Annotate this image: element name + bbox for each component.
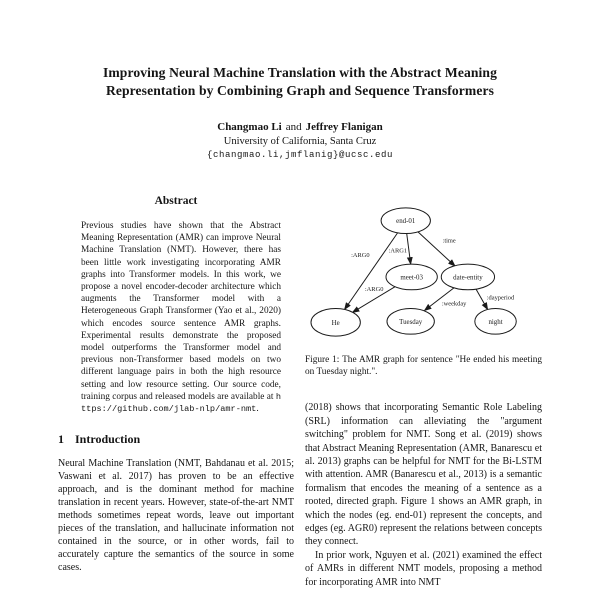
right-column-paragraph-2: In prior work, Nguyen et al. (2021) examined the effect of AMRs in different NMT models, proposing a method for incorporating AMR into NMT	[305, 549, 542, 588]
figure-1	[305, 197, 542, 378]
figure-1-caption: Figure 1: The AMR graph for sentence "He ended his meeting on Tuesday night.".	[305, 355, 542, 378]
graph-edge-end01-meet03	[407, 234, 411, 265]
email-line: {changmao.li,jmflanig}@ucsc.edu	[206, 150, 394, 160]
node-label-dateentity: date-entity	[453, 274, 483, 282]
left-column	[58, 195, 294, 589]
node-label-tuesday: Tuesday	[399, 318, 423, 326]
introduction-paragraph: Neural Machine Translation (NMT, Bahdanau et al. 2015; Vaswani et al. 2017) has proven to be an effective approach, and is the dominant method for machine translation in recent years. However, state-of-the-art NMT methods sometimes repeat words, leave out important pieces of the translation, and hallucinate information not contained in the source, or in other words, fail to accurately capture the semantics of the source in some cases.	[58, 458, 294, 573]
paper-title: Improving Neural Machine Translation with the Abstract Meaning Representation by Combining Graph and Sequence Transformers	[102, 65, 497, 98]
affiliation: University of California, Santa Cruz	[223, 136, 377, 147]
abstract-heading: Abstract	[154, 195, 198, 207]
right-column-paragraph-1: (2018) shows that incorporating Semantic Role Labeling (SRL) information can alleviating the "argument switching" problem for NMT. Song et al. (2019) shows that Abstract Meaning Representation (AMR, Banarescu et al. 2013) graphs can be helpful for NMT for the Bi-LSTM with attention. AMR (Banarescu et al., 2013) is a semantic formalism that encodes the meaning of a sentence as a rooted, directed graph. Figure 1 shows an AMR graph, in which the nodes (eg. end-01) represent the concepts, and edges (eg. AGR0) represent the relations between concepts they connect.	[305, 402, 542, 548]
authors-line	[58, 121, 542, 133]
section-title: Introduction	[75, 432, 141, 447]
node-label-night: night	[488, 318, 503, 326]
abstract-period: .	[256, 404, 259, 415]
amr-graph-figure	[305, 197, 542, 347]
right-column-text	[305, 401, 542, 589]
edge-label-time: :time	[442, 237, 456, 245]
section-heading-introduction	[58, 432, 294, 447]
edge-label-arg0: :ARG0	[351, 252, 370, 260]
edge-label-arg0-2: :ARG0	[364, 285, 384, 293]
right-column	[305, 195, 542, 589]
node-label-end01: end-01	[396, 218, 416, 226]
repo-link[interactable]: https://github.com/jlab-nlp/amr-nmt	[81, 391, 281, 415]
node-label-meet03: meet-03	[400, 274, 423, 282]
author-2: Jeffrey Flanigan	[305, 121, 383, 133]
abstract-text	[58, 220, 294, 415]
two-column-body	[58, 195, 542, 589]
edge-label-arg1: :ARG1	[388, 247, 408, 255]
authors-separator: and	[285, 121, 302, 133]
author-1: Changmao Li	[217, 121, 282, 133]
node-label-he: He	[331, 319, 340, 327]
edge-label-dayperiod: :dayperiod	[486, 294, 515, 302]
abstract-body-text: Previous studies have shown that the Abstract Meaning Representation (AMR) can improve Neural Machine Translation (NMT). However, there has been little work investigating incorporating AMR graphs into Transformer models. In this work, we propose a novel encoder-decoder architecture which augments the Transformer model with a Heterogeneous Graph Transformer (Yao et al., 2020) which encodes source sentence AMR graphs. Experimental results demonstrate the proposed model outperforms the Transformer model and previous non-Transformer based models on two different language pairs in both the high resource setting and low resource setting. Our source code, training corpus and released models are available at	[81, 221, 281, 402]
section-number: 1	[58, 432, 64, 447]
edge-label-weekday: :weekday	[441, 300, 467, 308]
